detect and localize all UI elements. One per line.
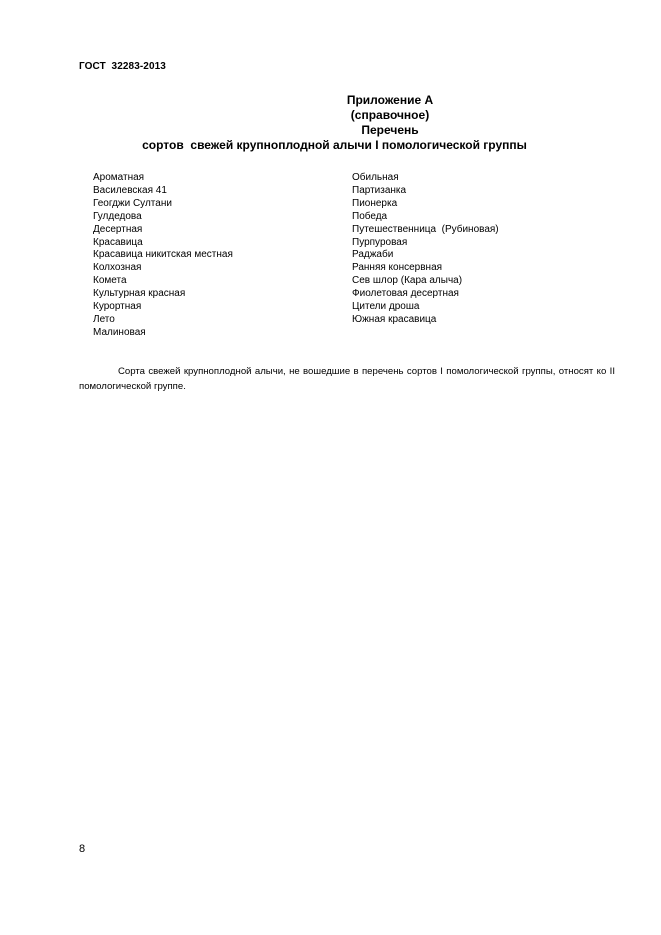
variety-item: Пурпуровая <box>352 236 408 248</box>
classification-note: Сорта свежей крупноплодной алычи, не вошедшие в перечень сортов I помологической группы, относят ко II помологической группе. <box>79 366 615 392</box>
varieties-left-column <box>93 172 233 340</box>
variety-item: Пионерка <box>352 197 398 209</box>
appendix-type: (справочное) <box>350 108 430 122</box>
variety-item: Курортная <box>93 301 142 313</box>
variety-item: Комета <box>93 275 127 287</box>
variety-item: Красавица <box>93 236 143 248</box>
variety-item: Южная красавица <box>352 313 437 325</box>
variety-item: Партизанка <box>352 184 407 196</box>
variety-item: Десертная <box>93 223 143 235</box>
varieties-right-column <box>352 172 499 327</box>
variety-item: Геогджи Султани <box>93 197 172 209</box>
variety-item: Колхозная <box>93 262 142 274</box>
appendix-list-title: сортов свежей крупноплодной алычи I помологической группы <box>142 138 527 152</box>
appendix-list-label: Перечень <box>361 123 419 137</box>
variety-item: Культурная красная <box>93 288 186 300</box>
variety-item: Малиновая <box>93 326 146 338</box>
variety-item: Фиолетовая десертная <box>352 288 459 300</box>
variety-item: Лето <box>93 313 115 325</box>
variety-item: Красавица никитская местная <box>93 249 233 261</box>
variety-item: Гулдедова <box>93 210 142 222</box>
appendix-heading <box>60 93 661 138</box>
variety-item: Ароматная <box>93 172 145 183</box>
variety-item: Сев шлор (Кара алыча) <box>352 275 463 287</box>
variety-item: Победа <box>352 210 388 222</box>
variety-item: Ранняя консервная <box>352 262 443 274</box>
appendix-title: Приложение А <box>346 93 434 107</box>
page-number: 8 <box>79 843 86 855</box>
variety-item: Путешественница (Рубиновая) <box>352 223 499 235</box>
variety-item: Раджаби <box>352 249 394 261</box>
document-standard-code: ГОСТ 32283-2013 <box>79 61 166 72</box>
variety-item: Цители дроша <box>352 301 420 313</box>
variety-item: Обильная <box>352 172 399 183</box>
variety-item: Василевская 41 <box>93 184 167 196</box>
